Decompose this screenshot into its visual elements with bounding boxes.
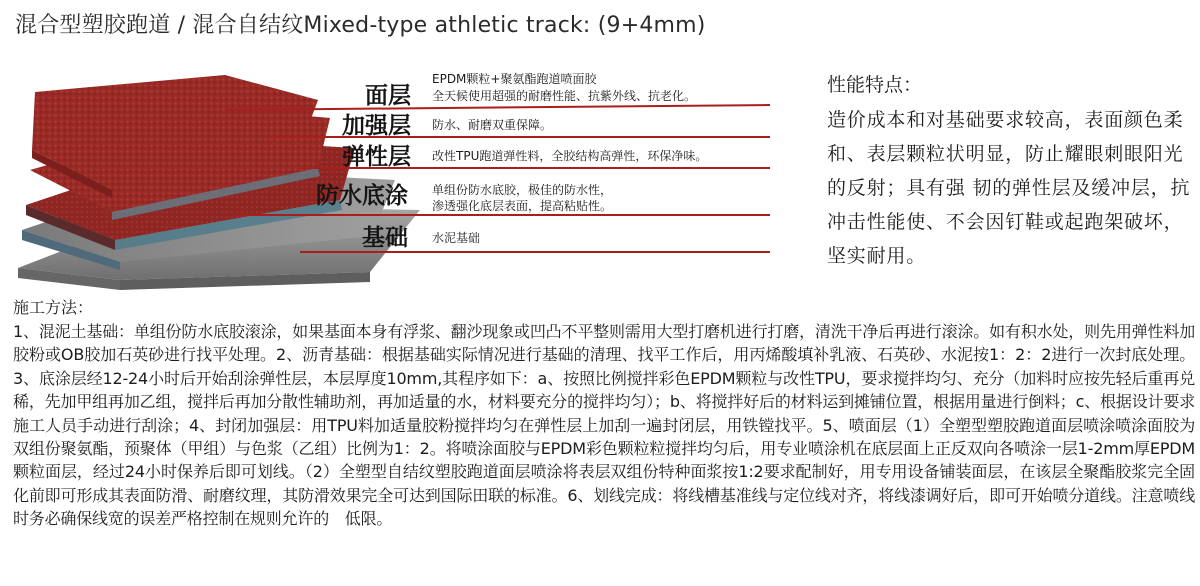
layer-desc-surface-1: EPDM颗粒+聚氨酯跑道喷面胶 <box>432 72 597 86</box>
method-body: 1、混泥土基础：单组份防水底胶滚涂，如果基面本身有浮浆、翻沙现象或凹凸不平整则需用大型打磨机进行打磨，清洗干净后再进行滚涂。如有积水处，则先用弹性料加胶粉或OB胶加石英砂进行找平处理。2、沥青基础：根据基础实际情况进行基础的清理、找平工作后，用丙烯酸填补乳液、石英砂、水泥按1：2：2进行一次封底处理。3、底涂层经12-24小时后开始刮涂弹性层，本层厚度10mm,其程序如下：a、按照比例搅拌彩色EPDM颗粒与改性TPU，要求搅拌均匀、充分（加料时应按先轻后重再兑稀，先加甲组再加乙组，搅拌后再加分散性辅助剂，再加适量的水，材料要充分的搅拌均匀）；b、将搅拌好后的材料运到摊铺位置，根据用量进行倒料；c、根据设计要求施工人员手动进行刮涂；4、封闭加强层：用TPU料加适量胶粉搅拌均匀在弹性层上加刮一遍封闭层，用铁镗找平。5、喷面层（1）全塑型塑胶跑道面层喷涂喷涂面胶为双组份聚氨酯，预聚体（甲组）与色浆（乙组）比例为1：2。将喷涂面胶与EPDM彩色颗粒粒搅拌均匀后，用专业喷涂机在底层面上正反双向各喷涂一层1-2mm厚EPDM颗粒面层，经过24小时保养后即可划线。（2）全塑型自结纹塑胶跑道面层喷涂将表层双组份特种面浆按1:2要求配制好，用专用设备铺装面层，在该层全聚酯胶浆完全固化前即可形成其表面防滑、耐磨纹理，其防滑效果完全可达到国际田联的标准。6、划线完成：将线槽基准线与定位线对齐，将线漆调好后，即可开始喷分道线。注意喷线时务必确保线宽的误差严格控制在规则允许的 低限。 <box>13 322 1195 529</box>
page-title: 混合型塑胶跑道 / 混合自结纹Mixed-type athletic track: (9+4mm) <box>15 13 706 38</box>
layer-name-primer: 防水底涂 <box>316 183 408 209</box>
layer-desc-primer-1: 单组份防水底胶，极佳的防水性， <box>432 183 613 197</box>
layer-desc-elastic: 改性TPU跑道弹性料，全胶结构高弹性，环保净味。 <box>432 149 708 163</box>
track-layer-diagram <box>0 40 800 300</box>
features-section <box>827 70 1197 273</box>
layer-desc-base: 水泥基础 <box>432 231 481 245</box>
features-body: 造价成本和对基础要求较高，表面颜色柔和、表层颗粒状明显，防止耀眼刺眼阳光的反射；具有强 韧的弹性层及缓冲层，抗冲击性能使、不会因钉鞋或起跑架破坏，坚实耐用。 <box>827 109 1191 267</box>
features-heading: 性能特点： <box>827 74 923 96</box>
layer-name-reinforcement: 加强层 <box>342 113 411 139</box>
construction-method-section <box>13 296 1195 531</box>
method-heading: 施工方法： <box>13 298 94 317</box>
layer-desc-surface-2: 全天候使用超强的耐磨性能、抗紫外线、抗老化。 <box>432 89 697 103</box>
layer-name-base: 基础 <box>362 225 408 251</box>
layer-name-surface: 面层 <box>365 83 411 109</box>
layer-desc-primer-2: 渗透强化底层表面，提高粘贴性。 <box>432 199 613 213</box>
layer-desc-reinforcement: 防水、耐磨双重保障。 <box>432 118 553 132</box>
layer-name-elastic: 弹性层 <box>342 144 411 170</box>
